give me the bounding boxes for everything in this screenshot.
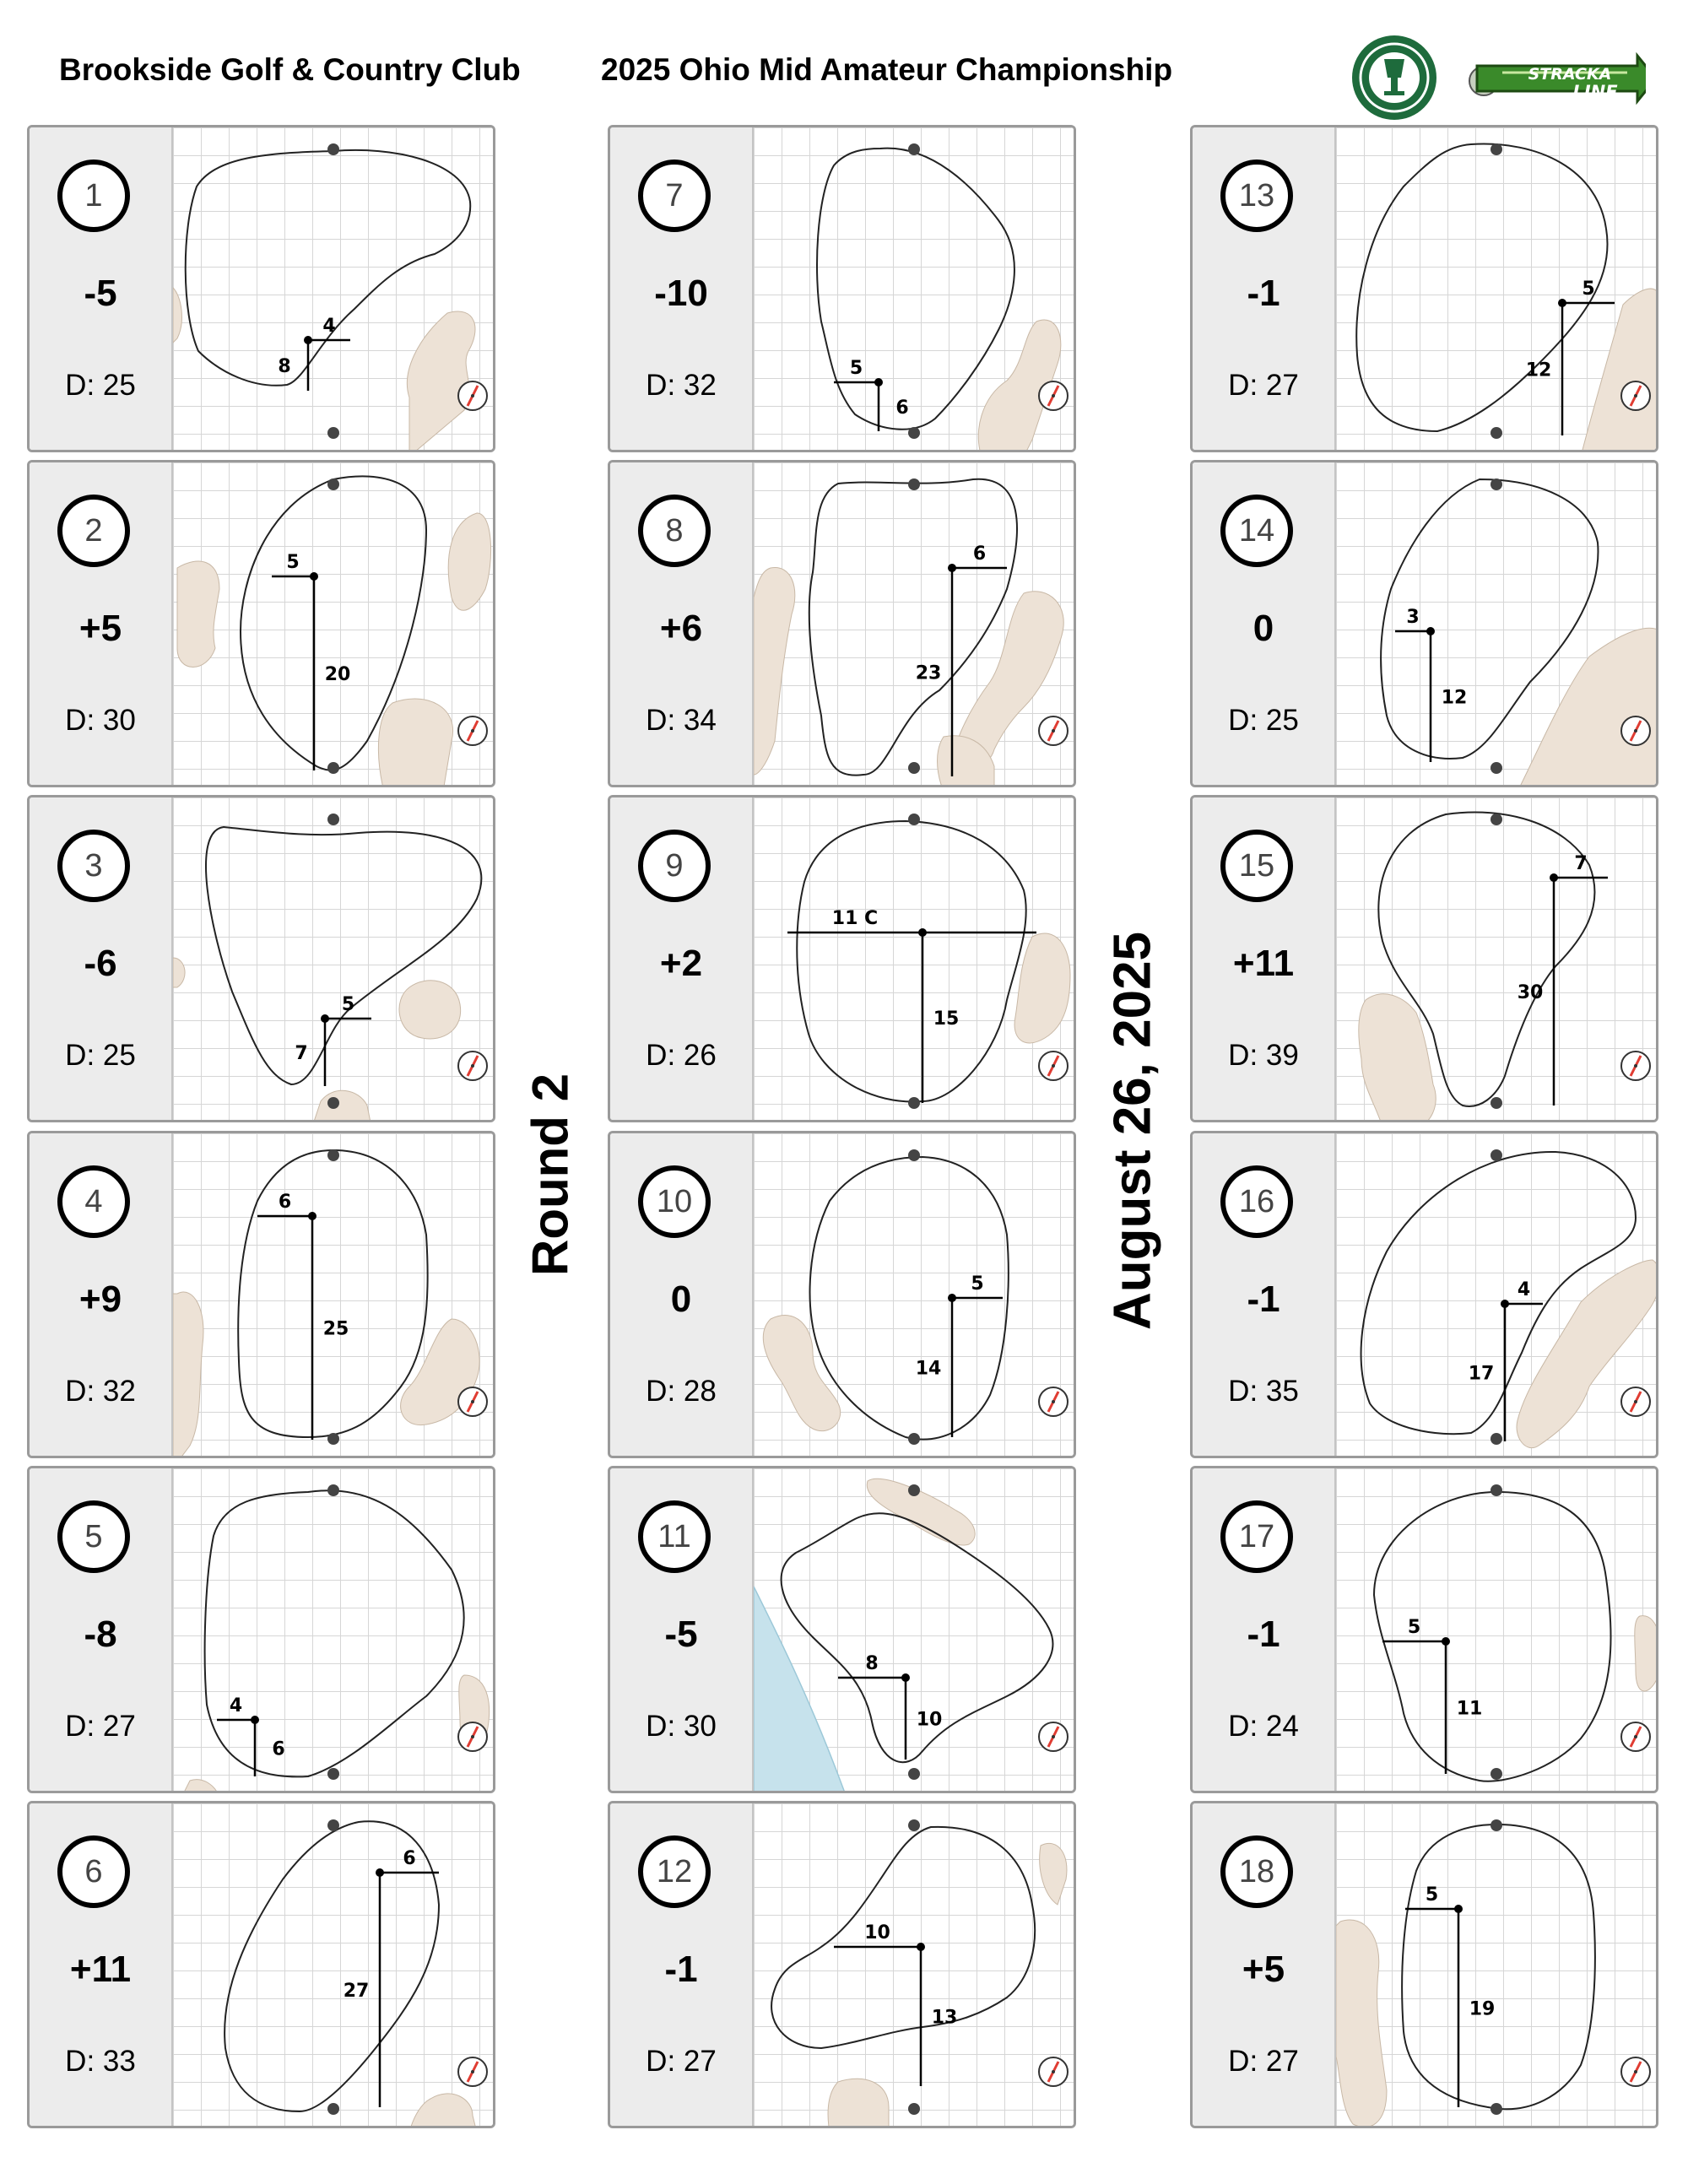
- green-back-marker: [1491, 1149, 1502, 1161]
- depth-measure-label: 13: [931, 2007, 958, 2029]
- green-diagram: [754, 1468, 1076, 1791]
- bunker: [312, 1090, 371, 1122]
- hole-card: [608, 1801, 1076, 2128]
- hole-card: [1190, 460, 1658, 787]
- green-back-marker: [1491, 478, 1502, 490]
- green-map: [1336, 1468, 1658, 1793]
- green-back-marker: [908, 478, 920, 490]
- compass-icon: [1039, 1387, 1068, 1416]
- bunker: [177, 561, 219, 667]
- pin-offset-value: 0: [1252, 608, 1274, 649]
- hole-number: 6: [57, 1835, 130, 1908]
- green-front-marker: [908, 762, 920, 774]
- green-back-marker: [908, 814, 920, 825]
- green-front-marker: [908, 427, 920, 439]
- compass-icon: [458, 1051, 487, 1080]
- green-map: [754, 127, 1076, 452]
- green-map: [1336, 1133, 1658, 1458]
- hole-number: 5: [57, 1500, 130, 1573]
- hole-card: [27, 125, 495, 452]
- hole-number: 17: [1220, 1500, 1293, 1573]
- green-back-marker: [327, 143, 339, 155]
- hole-number: 16: [1220, 1165, 1293, 1238]
- green-back-marker: [1491, 1819, 1502, 1831]
- depth-measure-label: 27: [343, 1981, 370, 2002]
- hole-info-panel: [610, 127, 754, 450]
- depth-measure-label: 6: [272, 1738, 285, 1760]
- green-back-marker: [327, 1149, 339, 1161]
- green-diagram: [173, 797, 495, 1120]
- pin-offset-value: -5: [664, 1614, 698, 1655]
- green-map: [1336, 462, 1658, 787]
- hole-card: [608, 125, 1076, 452]
- depth-measure-label: 10: [916, 1709, 943, 1731]
- depth-measure-label: 23: [915, 662, 942, 684]
- green-map: [173, 1133, 495, 1458]
- side-measure-label: 5: [1407, 1617, 1421, 1638]
- pin-offset-value: +5: [78, 608, 122, 649]
- green-depth-value: D: 33: [65, 2045, 136, 2078]
- event-name: 2025 Ohio Mid Amateur Championship: [601, 52, 1173, 87]
- side-measure-label: 6: [403, 1848, 416, 1869]
- compass-icon: [1621, 1051, 1650, 1080]
- bunker: [1518, 628, 1658, 787]
- hole-number: 18: [1220, 1835, 1293, 1908]
- green-map: [754, 1803, 1076, 2128]
- bunker: [1336, 1920, 1387, 2127]
- depth-measure-label: 8: [278, 356, 291, 377]
- green-front-marker: [327, 762, 339, 774]
- hole-number: 12: [638, 1835, 711, 1908]
- pin-offset-value: -6: [84, 943, 117, 984]
- green-front-marker: [1491, 1433, 1502, 1445]
- green-front-marker: [1491, 1097, 1502, 1109]
- pin-position: [1426, 627, 1435, 635]
- hole-info-panel: [30, 797, 173, 1120]
- hole-card: [608, 460, 1076, 787]
- pin-position: [1550, 873, 1558, 882]
- green-front-marker: [327, 427, 339, 439]
- hole-info-panel: [610, 1468, 754, 1791]
- green-diagram: [173, 1468, 495, 1791]
- green-front-marker: [908, 2103, 920, 2115]
- depth-measure-label: 15: [933, 1008, 960, 1030]
- green-map: [173, 797, 495, 1122]
- side-measure-label: 5: [849, 358, 863, 379]
- side-measure-label: 5: [341, 994, 355, 1015]
- pin-position: [1558, 299, 1566, 307]
- pin-offset-value: -5: [84, 273, 117, 314]
- round-label: Round 2: [522, 1073, 579, 1276]
- green-depth-value: D: 30: [646, 1710, 717, 1743]
- line-wordmark: LINE: [1572, 82, 1618, 102]
- hole-card: [1190, 1801, 1658, 2128]
- compass-icon: [1039, 2057, 1068, 2086]
- green-outline: [206, 827, 481, 1084]
- pin-offset-value: +11: [69, 1949, 132, 1990]
- green-depth-value: D: 25: [65, 369, 136, 402]
- green-map: [754, 1133, 1076, 1458]
- side-measure-label: 3: [1406, 607, 1420, 628]
- bunker: [1040, 1843, 1067, 1905]
- green-diagram: [1336, 1133, 1658, 1456]
- green-outline: [1356, 144, 1607, 431]
- compass-icon: [1621, 1387, 1650, 1416]
- bunker: [1014, 933, 1070, 1043]
- bunker: [754, 567, 795, 775]
- side-measure-label: 4: [322, 316, 336, 337]
- green-diagram: [1336, 797, 1658, 1120]
- green-front-marker: [908, 1433, 920, 1445]
- depth-measure-label: 12: [1525, 359, 1552, 381]
- hole-number: 8: [638, 495, 711, 567]
- hole-info-panel: [610, 1803, 754, 2126]
- hole-number: 1: [57, 159, 130, 232]
- pin-offset-value: -8: [84, 1614, 117, 1655]
- green-outline: [817, 149, 1014, 430]
- water-hazard: [754, 1587, 847, 1793]
- hole-card: [27, 1801, 495, 2128]
- pin-position: [310, 572, 318, 581]
- pin-position: [874, 378, 883, 387]
- pin-offset-value: -1: [664, 1949, 698, 1990]
- green-outline: [205, 1490, 464, 1776]
- hole-card: [27, 795, 495, 1122]
- green-depth-value: D: 27: [65, 1710, 136, 1743]
- pin-position: [901, 1673, 910, 1682]
- depth-measure-label: 14: [915, 1358, 942, 1380]
- green-back-marker: [908, 1819, 920, 1831]
- pin-position: [918, 928, 927, 937]
- green-front-marker: [327, 1097, 339, 1109]
- side-measure-label: 4: [229, 1695, 243, 1716]
- compass-icon: [458, 1722, 487, 1751]
- green-map: [754, 1468, 1076, 1793]
- compass-icon: [458, 381, 487, 410]
- hole-number: 7: [638, 159, 711, 232]
- hole-info-panel: [30, 462, 173, 785]
- green-depth-value: D: 39: [1228, 1039, 1299, 1072]
- pin-offset-value: -1: [1247, 1279, 1280, 1320]
- hole-card: [1190, 795, 1658, 1122]
- side-measure-label: 10: [864, 1922, 890, 1943]
- hole-info-panel: [1193, 1803, 1336, 2126]
- bunker: [1359, 994, 1436, 1122]
- side-measure-label: 5: [286, 552, 300, 573]
- side-measure-label: 4: [1517, 1279, 1531, 1300]
- side-measure-label: 5: [1582, 278, 1595, 300]
- compass-icon: [458, 716, 487, 745]
- green-back-marker: [327, 814, 339, 825]
- green-depth-value: D: 27: [1228, 2045, 1299, 2078]
- pin-offset-value: +9: [78, 1279, 122, 1320]
- pin-offset-value: -10: [654, 273, 708, 314]
- hole-card: [608, 1131, 1076, 1458]
- compass-icon: [1039, 716, 1068, 745]
- pin-position: [1501, 1300, 1509, 1308]
- green-depth-value: D: 25: [1228, 704, 1299, 737]
- bunker: [173, 958, 185, 987]
- green-back-marker: [908, 143, 920, 155]
- green-outline: [238, 1150, 427, 1437]
- green-map: [1336, 797, 1658, 1122]
- green-diagram: [1336, 462, 1658, 785]
- side-measure-label: 6: [278, 1192, 292, 1213]
- green-diagram: [173, 1133, 495, 1456]
- hole-info-panel: [1193, 127, 1336, 450]
- bunker: [399, 981, 461, 1039]
- green-diagram: [754, 127, 1076, 450]
- green-depth-value: D: 30: [65, 704, 136, 737]
- depth-measure-label: 17: [1468, 1363, 1495, 1385]
- pin-position: [304, 336, 312, 344]
- green-front-marker: [908, 1768, 920, 1780]
- green-diagram: [754, 462, 1076, 785]
- pin-offset-value: +6: [659, 608, 703, 649]
- hole-card: [608, 795, 1076, 1122]
- bunker: [378, 699, 452, 787]
- bunker: [409, 2094, 477, 2128]
- pin-position: [376, 1868, 384, 1877]
- green-front-marker: [1491, 2103, 1502, 2115]
- side-measure-label: 6: [972, 543, 987, 565]
- green-depth-value: D: 26: [646, 1039, 717, 1072]
- green-diagram: [754, 1133, 1076, 1456]
- green-map: [754, 797, 1076, 1122]
- green-map: [173, 462, 495, 787]
- hole-info-panel: [1193, 462, 1336, 785]
- hole-number: 10: [638, 1165, 711, 1238]
- hole-card: [27, 1466, 495, 1793]
- hole-card: [1190, 1131, 1658, 1458]
- bunker: [828, 2079, 889, 2128]
- hole-number: 9: [638, 830, 711, 902]
- pin-offset-value: -1: [1247, 1614, 1280, 1655]
- depth-measure-label: 12: [1441, 687, 1468, 709]
- hole-number: 14: [1220, 495, 1293, 567]
- green-map: [1336, 127, 1658, 452]
- green-depth-value: D: 32: [65, 1375, 136, 1408]
- green-map: [173, 1468, 495, 1793]
- hole-card: [1190, 1466, 1658, 1793]
- bunker: [1581, 289, 1658, 452]
- compass-icon: [1621, 716, 1650, 745]
- green-outline: [797, 821, 1025, 1101]
- green-back-marker: [327, 1819, 339, 1831]
- hole-card: [608, 1466, 1076, 1793]
- green-back-marker: [1491, 1484, 1502, 1496]
- green-front-marker: [327, 1433, 339, 1445]
- date-label: August 26, 2025: [1103, 931, 1162, 1331]
- pin-position: [1454, 1905, 1463, 1913]
- bunker: [407, 311, 475, 452]
- side-measure-label: 7: [1574, 853, 1588, 874]
- bunker: [448, 513, 490, 610]
- pin-position: [1442, 1637, 1450, 1646]
- green-front-marker: [1491, 427, 1502, 439]
- hole-info-panel: [1193, 1133, 1336, 1456]
- green-map: [754, 462, 1076, 787]
- green-diagram: [1336, 127, 1658, 450]
- green-depth-value: D: 28: [646, 1375, 717, 1408]
- depth-measure-label: 19: [1469, 1998, 1496, 2020]
- bunker: [1517, 1260, 1658, 1448]
- sponsor-logos: [1350, 32, 1646, 125]
- green-diagram: [173, 1803, 495, 2126]
- hole-number: 4: [57, 1165, 130, 1238]
- hole-info-panel: [30, 127, 173, 450]
- hole-number: 3: [57, 830, 130, 902]
- pin-offset-value: +2: [659, 943, 703, 984]
- green-depth-value: D: 24: [1228, 1710, 1299, 1743]
- pin-position: [308, 1212, 316, 1220]
- side-measure-label: 11 C: [831, 908, 879, 929]
- green-diagram: [1336, 1468, 1658, 1791]
- depth-measure-label: 25: [322, 1318, 349, 1340]
- green-diagram: [754, 1803, 1076, 2126]
- hole-info-panel: [610, 1133, 754, 1456]
- green-back-marker: [908, 1484, 920, 1496]
- stracka-wordmark: STRACKA: [1528, 65, 1612, 84]
- side-measure-label: 5: [1425, 1884, 1439, 1906]
- green-outline: [771, 1827, 1035, 2048]
- green-depth-value: D: 32: [646, 369, 717, 402]
- green-depth-value: D: 25: [65, 1039, 136, 1072]
- hole-card: [27, 1131, 495, 1458]
- hole-info-panel: [30, 1133, 173, 1456]
- pin-position: [251, 1716, 259, 1724]
- green-front-marker: [1491, 762, 1502, 774]
- compass-icon: [1621, 381, 1650, 410]
- depth-measure-label: 6: [895, 397, 909, 419]
- green-front-marker: [327, 1768, 339, 1780]
- pin-position: [321, 1014, 329, 1023]
- green-map: [173, 127, 495, 452]
- green-depth-value: D: 35: [1228, 1375, 1299, 1408]
- hole-number: 11: [638, 1500, 711, 1573]
- green-back-marker: [327, 478, 339, 490]
- hole-card: [1190, 125, 1658, 452]
- green-back-marker: [1491, 143, 1502, 155]
- pin-offset-value: +11: [1232, 943, 1295, 984]
- depth-measure-label: 11: [1456, 1698, 1483, 1720]
- depth-measure-label: 20: [324, 664, 351, 685]
- compass-icon: [1621, 1722, 1650, 1751]
- hole-info-panel: [1193, 797, 1336, 1120]
- hole-number: 15: [1220, 830, 1293, 902]
- compass-icon: [1039, 381, 1068, 410]
- green-diagram: [754, 797, 1076, 1120]
- pin-offset-value: -1: [1247, 273, 1280, 314]
- green-back-marker: [908, 1149, 920, 1161]
- bunker: [173, 1292, 203, 1458]
- bunker: [867, 1479, 975, 1545]
- compass-icon: [1621, 2057, 1650, 2086]
- bunker: [181, 1780, 219, 1793]
- green-front-marker: [908, 1097, 920, 1109]
- green-back-marker: [1491, 814, 1502, 825]
- compass-icon: [458, 1387, 487, 1416]
- bunker: [173, 288, 181, 343]
- green-front-marker: [327, 2103, 339, 2115]
- hole-info-panel: [610, 797, 754, 1120]
- green-diagram: [173, 127, 495, 450]
- green-map: [173, 1803, 495, 2128]
- pin-position: [917, 1943, 925, 1951]
- hole-card: [27, 460, 495, 787]
- compass-icon: [1039, 1051, 1068, 1080]
- hole-info-panel: [30, 1468, 173, 1791]
- side-measure-label: 5: [971, 1273, 984, 1295]
- green-outline: [1402, 1825, 1595, 2109]
- hole-info-panel: [610, 462, 754, 785]
- hole-number: 2: [57, 495, 130, 567]
- green-front-marker: [1491, 1768, 1502, 1780]
- ohio-golf-association-logo: [1350, 32, 1646, 125]
- green-diagram: [1336, 1803, 1658, 2126]
- side-measure-label: 8: [865, 1653, 879, 1674]
- green-diagram: [173, 462, 495, 785]
- green-depth-value: D: 34: [646, 704, 717, 737]
- pin-offset-value: 0: [670, 1279, 692, 1320]
- hole-info-panel: [1193, 1468, 1336, 1791]
- green-map: [1336, 1803, 1658, 2128]
- hole-number: 13: [1220, 159, 1293, 232]
- pin-position: [948, 564, 956, 572]
- depth-measure-label: 30: [1517, 982, 1544, 1003]
- green-back-marker: [327, 1484, 339, 1496]
- green-depth-value: D: 27: [1228, 369, 1299, 402]
- pin-position: [948, 1294, 956, 1302]
- depth-measure-label: 7: [295, 1043, 308, 1064]
- green-depth-value: D: 27: [646, 2045, 717, 2078]
- hole-info-panel: [30, 1803, 173, 2126]
- compass-icon: [458, 2057, 487, 2086]
- compass-icon: [1039, 1722, 1068, 1751]
- pin-offset-value: +5: [1242, 1949, 1285, 1990]
- bunker: [1635, 1616, 1658, 1691]
- club-name: Brookside Golf & Country Club: [59, 52, 521, 87]
